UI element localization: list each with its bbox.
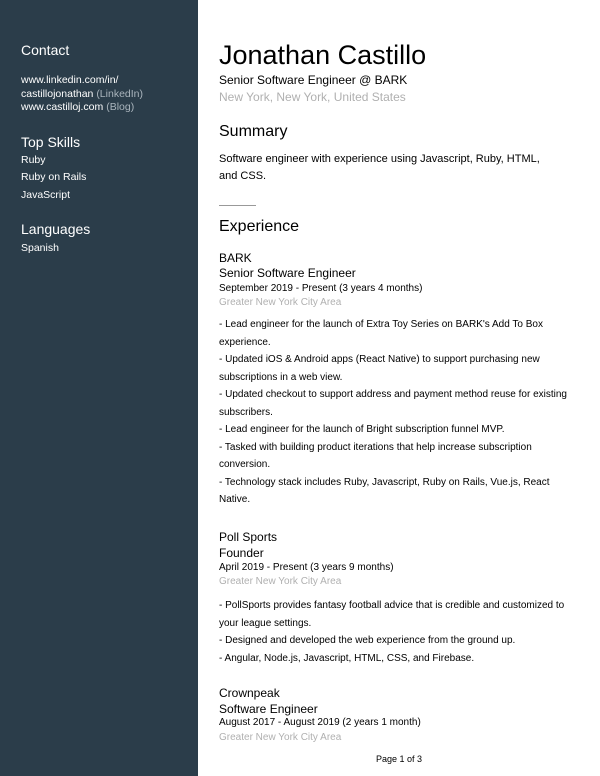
bullet-item: - Angular, Node.js, Javascript, HTML, CSS, and Firebase. <box>219 652 475 664</box>
summary-line: and CSS. <box>219 170 267 182</box>
skill-item: Ruby on Rails <box>21 171 87 183</box>
person-name: Jonathan Castillo <box>219 40 427 70</box>
page-number: Page 1 of 3 <box>376 754 423 764</box>
blog-link[interactable]: www.castilloj.com (Blog) <box>21 101 135 113</box>
job-bullets <box>219 316 579 509</box>
summary-line: Software engineer with experience using Javascript, Ruby, HTML, <box>219 153 540 165</box>
bullet-item: - Lead engineer for the launch of Extra Toy Series on BARK's Add To Box experience. <box>219 319 543 348</box>
job-location: Greater New York City Area <box>219 576 342 587</box>
job-role: Senior Software Engineer <box>219 266 356 280</box>
blog-label: (Blog) <box>106 101 135 113</box>
job-role: Software Engineer <box>219 702 318 716</box>
top-skills-heading: Top Skills <box>21 134 81 150</box>
job-location: Greater New York City Area <box>219 732 342 743</box>
bullet-item: - Designed and developed the web experience from the ground up. <box>219 635 516 646</box>
headline: Senior Software Engineer @ BARK <box>219 73 408 87</box>
skill-item: Ruby <box>21 154 46 166</box>
languages-heading: Languages <box>21 221 91 237</box>
bullet-item: - Updated checkout to support address and payment method reuse for existing subscribers. <box>219 389 567 418</box>
linkedin-url-line-1[interactable]: www.linkedin.com/in/ <box>21 74 119 86</box>
linkedin-url-line-2[interactable]: castillojonathan (LinkedIn) <box>21 88 144 100</box>
linkedin-label: (LinkedIn) <box>96 88 144 100</box>
contact-heading: Contact <box>21 42 70 58</box>
bullet-item: - Tasked with building product iterations that help increase subscription conversion. <box>219 441 532 470</box>
job-role: Founder <box>219 546 264 560</box>
bullet-item: - Lead engineer for the launch of Bright subscription funnel MVP. <box>219 424 505 435</box>
bullet-item: - Updated iOS & Android apps (React Native) to support purchasing new subscriptions in a web view. <box>219 354 540 383</box>
job-company: Crownpeak <box>219 686 280 700</box>
job-location: Greater New York City Area <box>219 297 342 308</box>
main-content <box>219 0 584 776</box>
job-company: Poll Sports <box>219 530 278 544</box>
bullet-item: - Technology stack includes Ruby, Javascript, Ruby on Rails, Vue.js, React Native. <box>219 476 550 505</box>
skill-item: JavaScript <box>21 189 71 201</box>
job-dates: September 2019 - Present (3 years 4 months) <box>219 283 423 294</box>
bullet-item: - PollSports provides fantasy football advice that is credible and customized to your league settings. <box>219 600 565 629</box>
job-dates: April 2019 - Present (3 years 9 months) <box>219 562 394 573</box>
language-item: Spanish <box>21 242 59 254</box>
person-location: New York, New York, United States <box>219 90 406 104</box>
experience-title: Experience <box>219 218 300 235</box>
job-company: BARK <box>219 251 252 265</box>
summary-title: Summary <box>219 123 288 140</box>
job-bullets <box>219 597 579 667</box>
sidebar <box>0 0 198 776</box>
job-dates: August 2017 - August 2019 (2 years 1 month) <box>219 717 421 728</box>
section-divider <box>219 205 256 206</box>
